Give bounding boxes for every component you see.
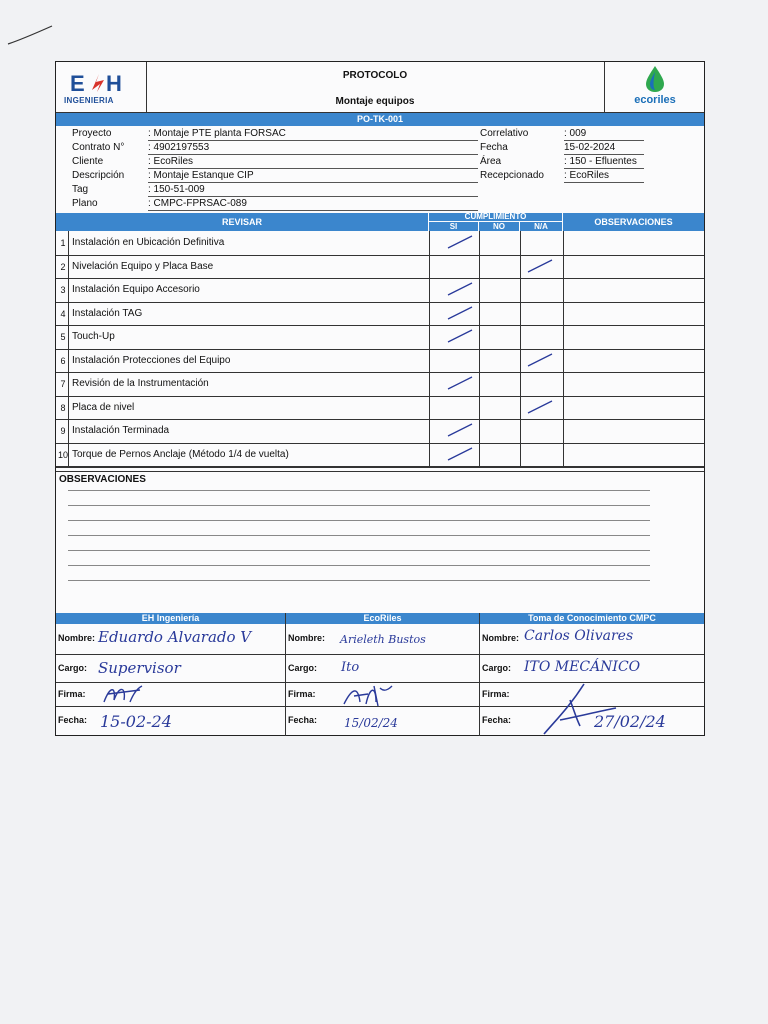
observaciones-title: OBSERVACIONES — [59, 474, 146, 485]
handwritten-name-3: Carlos Olivares — [524, 628, 634, 644]
row-number: 5 — [60, 332, 66, 342]
doc-code-bar: PO-TK-001 — [56, 113, 704, 126]
handwritten-name-1: Eduardo Alvarado V — [98, 628, 252, 646]
col-na: N/A — [520, 222, 562, 231]
nombre-label-3: Nombre: — [482, 633, 520, 643]
firma-label-3: Firma: — [482, 689, 510, 699]
checkmark-icon — [446, 446, 476, 462]
checklist-item: Torque de Pernos Anclaje (Método 1/4 de vuelta) — [72, 448, 289, 460]
checkmark-icon — [446, 375, 476, 391]
sig-col2-title: EcoRiles — [286, 613, 479, 624]
protocol-title: PROTOCOLO — [342, 70, 408, 81]
info-value: : EcoRiles — [148, 156, 194, 167]
info-value: : 009 — [564, 128, 587, 139]
checklist-item: Instalación Protecciones del Equipo — [72, 354, 231, 366]
checklist-item: Instalación en Ubicación Definitiva — [72, 237, 225, 248]
protocol-form — [55, 61, 705, 736]
info-label: Correlativo — [480, 128, 529, 139]
checkmark-icon — [446, 234, 476, 250]
row-number: 8 — [60, 402, 66, 413]
eh-logo-subtitle: INGENIERIA — [64, 96, 114, 105]
row-number: 10 — [57, 449, 68, 460]
checklist-item: Revisión de la Instrumentación — [72, 378, 209, 389]
checklist-item: Instalación Terminada — [72, 425, 170, 436]
ecoriles-logo — [608, 64, 702, 110]
info-value: : 4902197553 — [148, 142, 210, 153]
checkmark-icon — [526, 258, 556, 274]
info-label: Área — [480, 156, 502, 167]
checklist-item: Instalación Equipo Accesorio — [72, 284, 200, 295]
protocol-subtitle: Montaje equipos — [335, 96, 415, 107]
signature-3 — [540, 680, 620, 736]
info-value: : CMPC-FPRSAC-089 — [148, 198, 247, 209]
checkmark-icon — [446, 281, 476, 297]
observation-line — [68, 535, 650, 536]
handwritten-fecha-3: 27/02/24 — [594, 712, 666, 731]
firma-label-2: Firma: — [288, 689, 316, 699]
info-label: Fecha — [480, 142, 508, 153]
signature-2 — [340, 682, 396, 708]
water-drop-icon — [640, 64, 670, 94]
row-number: 6 — [60, 355, 66, 366]
info-label: Descripción — [72, 170, 125, 181]
info-label: Plano — [72, 198, 98, 209]
eh-logo-mark — [66, 70, 136, 94]
col-si: SI — [429, 222, 478, 231]
row-number: 1 — [60, 238, 66, 248]
observation-line — [68, 550, 650, 551]
col-cumplimiento: CUMPLIMIENTO — [429, 213, 562, 221]
fecha-label-1: Fecha: — [58, 715, 88, 725]
info-value: : 150 - Efluentes — [564, 156, 637, 167]
info-label: Cliente — [72, 156, 104, 167]
sig-col1-title: EH Ingeniería — [56, 613, 285, 624]
checkmark-icon — [446, 328, 476, 344]
svg-text:E: E — [70, 71, 85, 94]
fecha-label-2: Fecha: — [288, 715, 318, 725]
ecoriles-logo-text: ecoriles — [634, 94, 676, 106]
observation-line — [68, 505, 650, 506]
handwritten-name-2: Arieleth Bustos — [340, 633, 426, 646]
observation-line — [68, 490, 650, 491]
checklist-item: Placa de nivel — [72, 401, 135, 413]
sig-col3-title: Toma de Conocimiento CMPC — [480, 613, 704, 624]
nombre-label-1: Nombre: — [58, 633, 96, 643]
observation-line — [68, 565, 650, 566]
nombre-label-2: Nombre: — [288, 633, 326, 643]
eh-logo — [62, 70, 142, 108]
info-value: : Montaje Estanque CIP — [148, 170, 254, 181]
row-number: 2 — [60, 261, 66, 272]
checklist-item: Touch-Up — [72, 331, 115, 342]
cargo-label-3: Cargo: — [482, 663, 511, 673]
signature-1 — [100, 682, 150, 706]
info-label: Tag — [72, 184, 89, 195]
info-value: : EcoRiles — [564, 170, 610, 181]
checkmark-icon — [526, 399, 556, 415]
checklist-item: Instalación TAG — [72, 307, 143, 319]
observation-line — [68, 520, 650, 521]
info-label: Proyecto — [72, 128, 112, 139]
checkmark-icon — [526, 352, 556, 368]
handwritten-cargo-1: Supervisor — [98, 659, 181, 677]
row-number: 7 — [60, 379, 66, 389]
cargo-label-2: Cargo: — [288, 663, 317, 673]
info-value: : Montaje PTE planta FORSAC — [148, 128, 286, 139]
col-revisar: REVISAR — [56, 213, 428, 231]
handwritten-cargo-3: ITO MECÁNICO — [524, 659, 641, 675]
info-label: Contrato N° — [72, 142, 125, 153]
handwritten-fecha-1: 15-02-24 — [100, 712, 172, 731]
row-number: 3 — [60, 285, 66, 295]
checkmark-icon — [446, 422, 476, 438]
handwritten-fecha-2: 15/02/24 — [344, 716, 398, 730]
checkmark-icon — [446, 305, 476, 321]
info-value: : 150-51-009 — [148, 184, 205, 195]
observation-line — [68, 580, 650, 581]
firma-label-1: Firma: — [58, 689, 86, 699]
info-value: 15-02-2024 — [564, 142, 616, 153]
fecha-label-3: Fecha: — [482, 715, 512, 725]
row-number: 4 — [60, 308, 66, 319]
cargo-label-1: Cargo: — [58, 663, 87, 673]
col-observaciones: OBSERVACIONES — [563, 213, 704, 231]
checklist-item: Nivelación Equipo y Placa Base — [72, 260, 214, 272]
row-number: 9 — [60, 426, 66, 436]
info-label: Recepcionado — [480, 170, 544, 181]
handwritten-cargo-2: Ito — [341, 660, 360, 675]
pen-scribble — [6, 22, 54, 48]
col-no: NO — [479, 222, 519, 231]
svg-text:H: H — [106, 71, 122, 94]
